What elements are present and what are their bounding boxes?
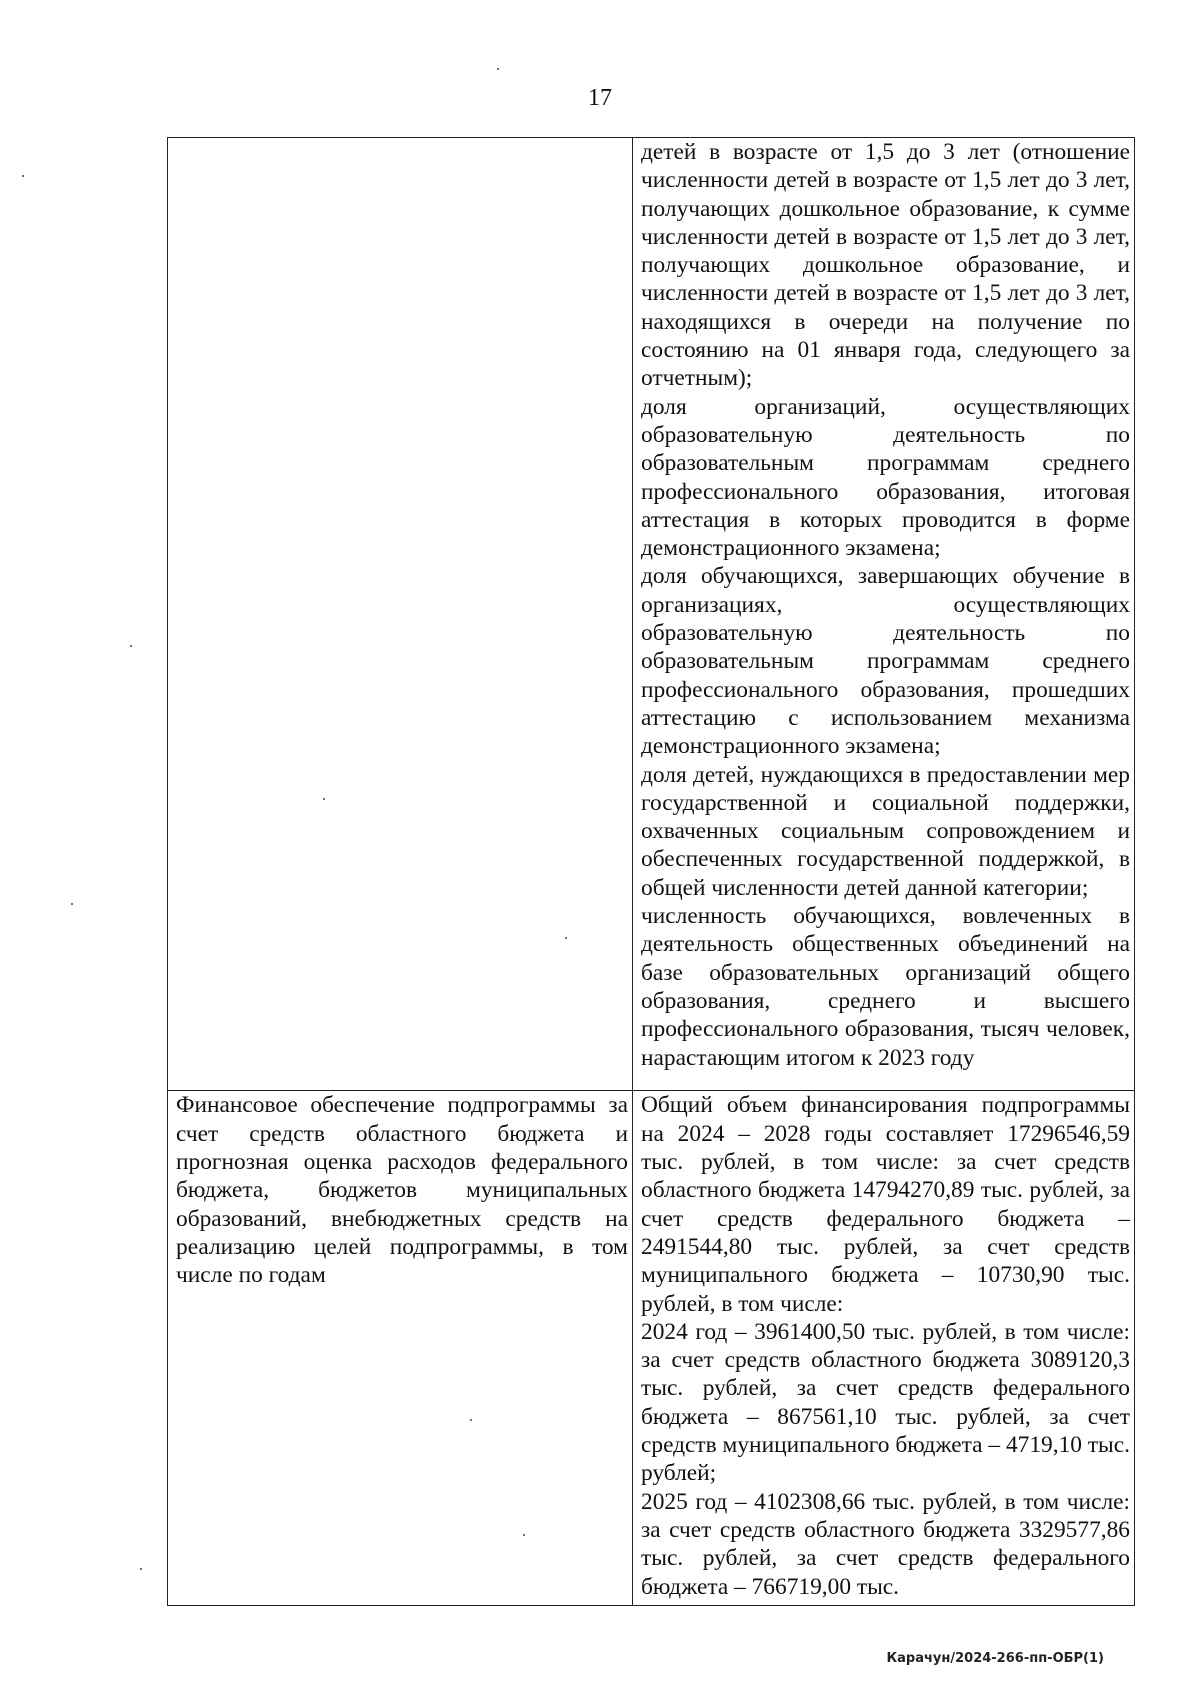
indicator-paragraph: численность обучающихся, вовлеченных в деятельность общественных объединений на базе образовательных организаций общего образования, среднего и высшего профессионального образования, тысяч человек, нарастающим итогом к 2023 году (641, 903, 1130, 1071)
page-number: 17 (588, 85, 612, 111)
indicator-paragraph: детей в возрасте от 1,5 до 3 лет (отношение численности детей в возрасте от 1,5 лет до 3 лет, получающих дошкольное образование, к сумме численности детей в возрасте от 1,5 лет до 3 лет, получающих дошкольное образование, и численности детей в возрасте от 1,5 лет до 3 лет, находящихся в очереди на получение по состоянию на 01 января года, следующего за отчетным); (641, 139, 1130, 392)
scan-speck (130, 645, 132, 647)
financing-paragraph: 2025 год – 4102308,66 тыс. рублей, в том числе: за счет средств областного бюджета 3329577,86 тыс. рублей, за счет средств федерального бюджета – 766719,00 тыс. (641, 1488, 1130, 1600)
scan-speck (470, 1419, 472, 1421)
row2-right-cell (633, 1091, 1135, 1606)
scan-speck (22, 175, 24, 177)
row2-left-cell (168, 1091, 633, 1606)
table-row (168, 1091, 1135, 1606)
financing-paragraph: Общий объем финансирования подпрограммы на 2024 – 2028 годы составляет 17296546,59 тыс. рублей, в том числе: за счет средств областного бюджета 14794270,89 тыс. рублей, за счет средств федерального бюджета – 2491544,80 тыс. рублей, за счет средств муниципального бюджета – 10730,90 тыс. рублей, в том числе: (641, 1092, 1130, 1317)
scan-speck (565, 937, 567, 939)
indicator-paragraph: доля детей, нуждающихся в предоставлении мер государственной и социальной поддержки, охваченных социальным сопровождением и обеспеченных государственной поддержкой, в общей численности детей данной категории; (641, 761, 1130, 901)
indicator-paragraph: доля обучающихся, завершающих обучение в организациях, осуществляющих образовательную деятельность по образовательным программам среднего профессионального образования, прошедших аттестацию с использованием механизма демонстрационного экзамена; (641, 563, 1130, 760)
row1-right-cell (633, 138, 1135, 1091)
document-id: Карачун/2024-266-пп-ОБР(1) (886, 1651, 1104, 1666)
table-row (168, 138, 1135, 1091)
financing-paragraph: 2024 год – 3961400,50 тыс. рублей, в том числе: за счет средств областного бюджета 3089120,3 тыс. рублей, за счет средств федерального бюджета – 867561,10 тыс. рублей, за счет средств муниципального бюджета – 4719,10 тыс. рублей; (641, 1318, 1130, 1487)
financing-heading: Финансовое обеспечение подпрограммы за счет средств областного бюджета и прогнозная оценка расходов федерального бюджета, бюджетов муниципальных образований, внебюджетных средств на реализацию целей подпрограммы, в том числе по годам (176, 1092, 628, 1289)
scan-speck (323, 798, 325, 800)
row1-left-cell (168, 138, 633, 1091)
scan-speck (523, 1534, 525, 1536)
indicator-paragraph: доля организаций, осуществляющих образовательную деятельность по образовательным программам среднего профессионального образования, итоговая аттестация в которых проводится в форме демонстрационного экзамена; (641, 393, 1130, 562)
scan-speck (497, 68, 499, 70)
scan-speck (140, 1568, 142, 1570)
passport-table (167, 137, 1135, 1606)
scan-speck (71, 903, 73, 905)
